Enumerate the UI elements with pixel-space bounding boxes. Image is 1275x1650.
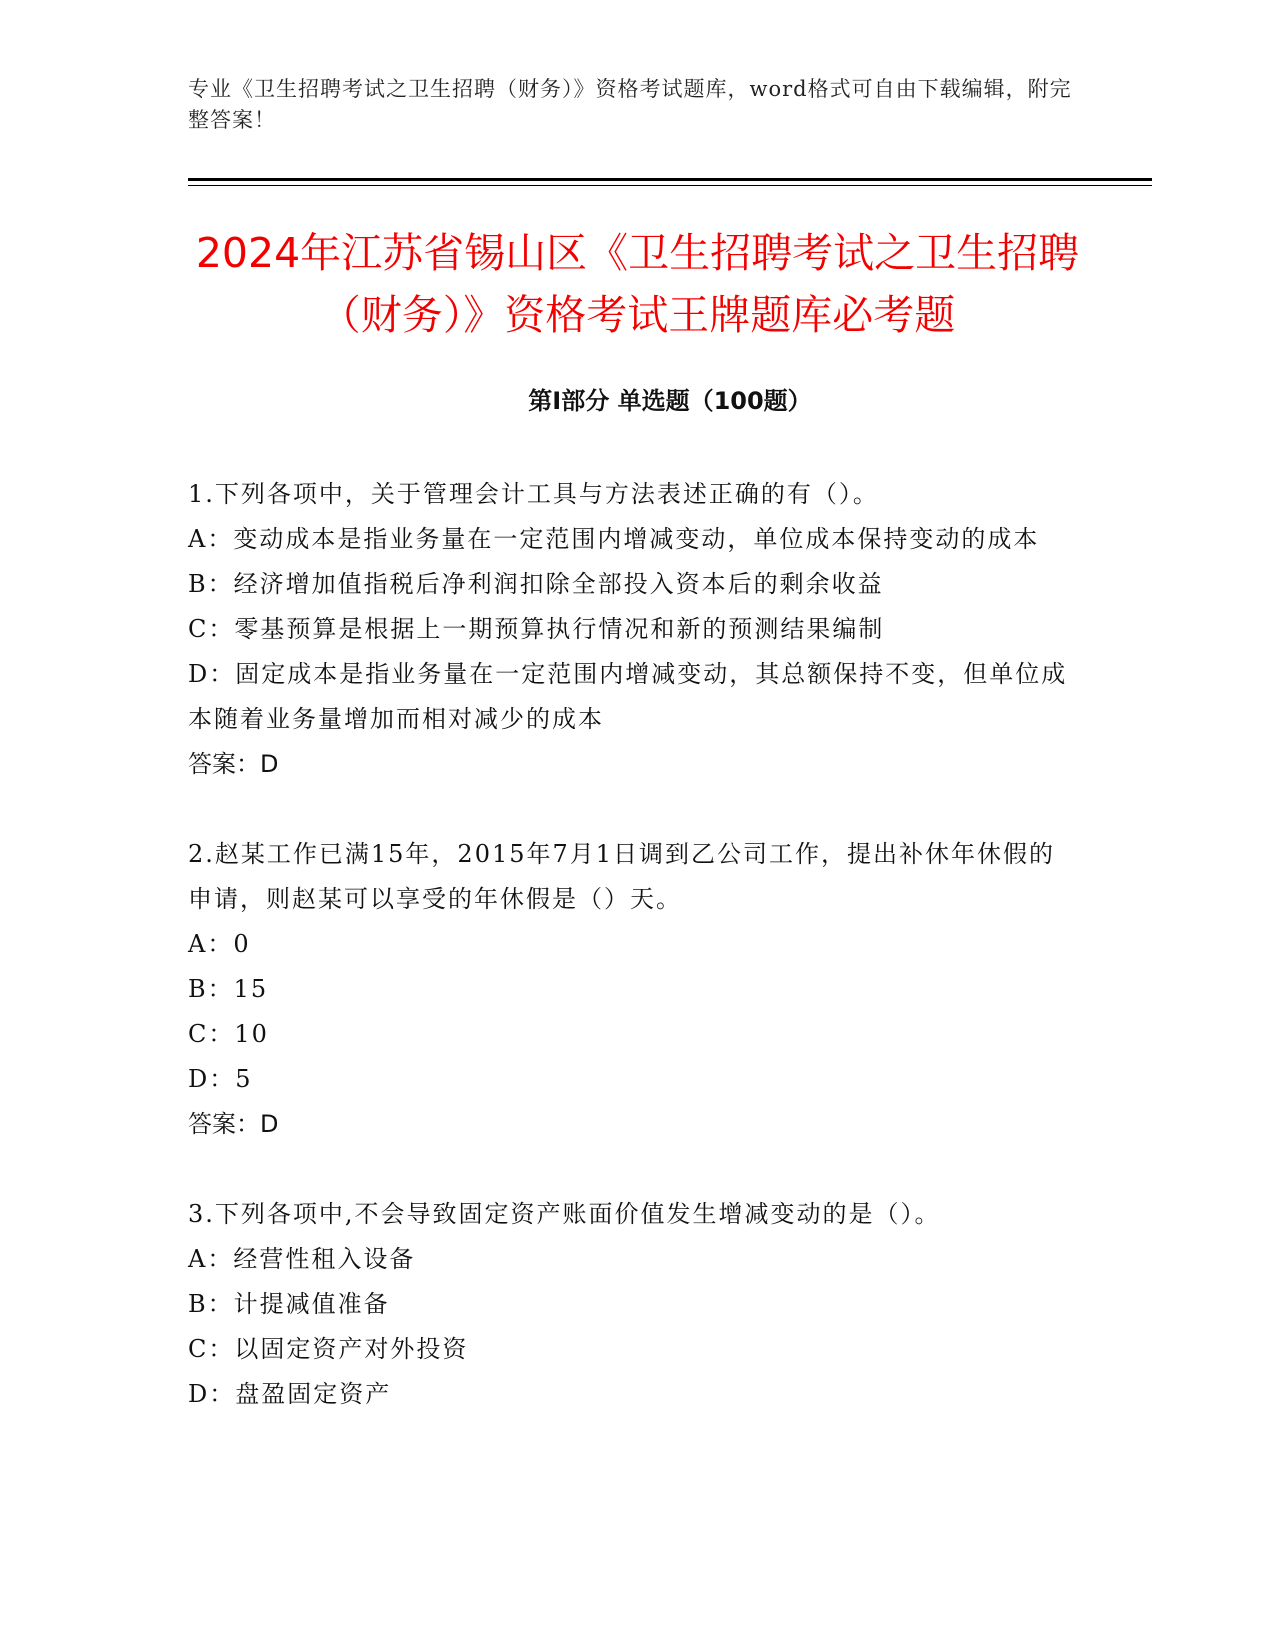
option-d: D：盘盈固定资产 [188,1380,392,1408]
option-b: B：计提减值准备 [188,1290,390,1318]
option-b: B：经济增加值指税后净利润扣除全部投入资本后的剩余收益 [188,570,884,598]
option-c: C：零基预算是根据上一期预算执行情况和新的预测结果编制 [188,615,885,643]
option-d: D：固定成本是指业务量在一定范围内增减变动，其总额保持不变，但单位成本随着业务量增加而相对减少的成本 [188,660,1068,733]
option-b: B：15 [188,975,269,1003]
option-c: C：10 [188,1020,269,1048]
question-1 [188,472,1068,787]
option-a: A：变动成本是指业务量在一定范围内增减变动，单位成本保持变动的成本 [188,525,1040,553]
document-title: 2024年江苏省锡山区《卫生招聘考试之卫生招聘（财务）》资格考试王牌题库必考题 [195,229,1080,339]
header-note: 专业《卫生招聘考试之卫生招聘（财务）》资格考试题库，word格式可自由下载编辑，附完整答案！ [188,77,1072,132]
question-list [188,472,1068,1462]
question-3 [188,1192,1068,1417]
answer: 答案：D [188,1110,279,1138]
option-c: C：以固定资产对外投资 [188,1335,469,1363]
question-stem: 2.赵某工作已满15年，2015年7月1日调到乙公司工作，提出补休年休假的申请，则赵某可以享受的年休假是（）天。 [188,840,1056,913]
header-rule-thick [188,178,1152,181]
header-rule-thin [188,185,1152,186]
option-d: D：5 [188,1065,253,1093]
option-a: A：经营性租入设备 [188,1245,416,1273]
question-2 [188,832,1068,1147]
question-stem: 3.下列各项中,不会导致固定资产账面价值发生增减变动的是（）。 [188,1200,941,1228]
option-a: A：0 [188,930,251,958]
answer: 答案：D [188,750,279,778]
question-stem: 1.下列各项中，关于管理会计工具与方法表述正确的有（）。 [188,480,879,508]
section-title: 第Ⅰ部分 单选题（100题） [528,387,812,415]
